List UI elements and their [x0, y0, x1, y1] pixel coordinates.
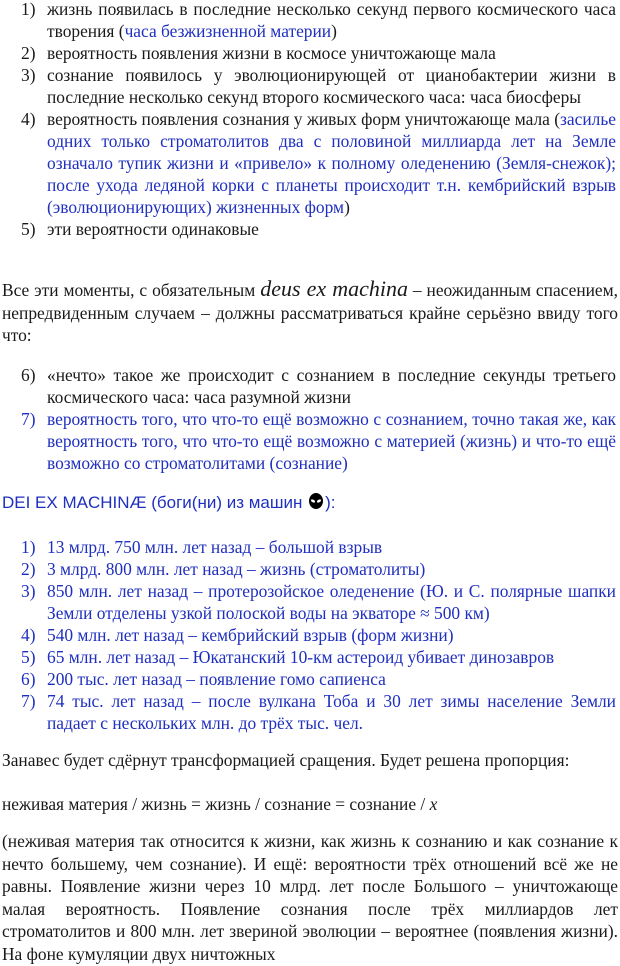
list-item-text: 65 млн. лет назад – Юкатанский 10-км астероид убивает динозавров: [47, 647, 555, 667]
timeline-item: [0, 558, 618, 580]
list-number: 2): [21, 559, 36, 579]
timeline-item: [0, 624, 618, 646]
list-number: 3): [21, 65, 36, 85]
list-item-text: часа безжизненной материи: [124, 21, 332, 41]
list-number: 2): [21, 43, 36, 63]
proportion-formula: [0, 793, 620, 815]
timeline-item: [0, 646, 618, 668]
paragraph-deus-after: – неожиданным спасением, непредвиденным случаем – должны рассматриваться крайне серьёзно ввиду того что:: [2, 280, 619, 345]
list-number: 6): [21, 669, 36, 689]
list-item-text: вероятность того, что что-то ещё возможно с сознанием, точно такая же, как вероятность того, что что-то ещё возможно с материей (жизнь) и что-то ещё возможно со строматолитами (сознание): [47, 409, 616, 473]
paragraph-curtain: Занавес будет сдёрнут трансформацией сращения. Будет решена пропорция:: [2, 750, 570, 770]
list-b-item: [0, 408, 618, 474]
list-a-item: [0, 0, 618, 42]
heading-after: ):: [325, 493, 336, 512]
numbered-list-b: [0, 364, 618, 474]
list-number: 1): [21, 0, 36, 19]
list-item-text: эти вероятности одинаковые: [47, 219, 259, 239]
list-item-text: 3 млрд. 800 млн. лет назад – жизнь (строматолиты): [47, 559, 426, 579]
list-a-item: [0, 42, 618, 64]
list-number: 7): [21, 691, 36, 711]
list-item-text: 540 млн. лет назад – кембрийский взрыв (форм жизни): [47, 625, 454, 645]
list-b-item: [0, 364, 618, 408]
formula-variable: x: [429, 794, 438, 814]
paragraph-deus-ex-machina: [0, 278, 620, 347]
list-number: 4): [21, 625, 36, 645]
list-number: 7): [21, 409, 36, 429]
list-item-text: вероятность появления сознания у живых форм уничтожающе мала (: [47, 109, 561, 129]
list-item-text: 850 млн. лет назад – протерозойское оледенение (Ю. и С. полярные шапки Земли отделены узкой полоской воды на экваторе ≈ 500 км): [47, 581, 616, 623]
list-item-text: 74 тыс. лет назад – после вулкана Тоба и 30 лет зимы население Земли падает с нескольких млн. до трёх тыс. чел.: [47, 691, 616, 733]
list-number: 3): [21, 581, 36, 601]
timeline-item: [0, 536, 618, 558]
paragraph-deus-before: Все эти моменты, с обязательным: [2, 280, 261, 300]
list-item-text: вероятность появления жизни в космосе уничтожающе мала: [47, 43, 496, 63]
list-item-text: «нечто» такое же происходит с сознанием в последние секунды третьего космического часа: часа разумной жизни: [47, 365, 616, 407]
list-number: 5): [21, 219, 36, 239]
heading-text: DEI EX MACHINÆ (боги(ни) из машин: [2, 493, 308, 512]
list-item-text: засилье одних только строматолитов два с половиной миллиарда лет на Земле означало тупик жизни и «привело» к полному оледенению (Земля-снежок); после ухода ледяной корки с планеты происходит т.н. кембрийский взрыв (эволюционирующих) жизненных форм: [47, 109, 616, 217]
list-item-text: ): [331, 21, 337, 41]
list-item-text: 200 тыс. лет назад – появление гомо сапиенса: [47, 669, 386, 689]
dei-ex-machinae-heading: [0, 492, 618, 517]
paragraph-probabilities: (неживая материя так относится к жизни, как жизнь к сознанию и как сознание к нечто большему, чем сознание). И ещё: вероятности трёх отношений всё же не равны. Появление жизни через 10 млрд. лет после Большого – уничтожающе малая вероятность. Появление сознания после трёх миллиардов лет строматолитов и 800 млн. лет звериной эволюции – вероятнее (появления жизни). На фоне кумуляции двух ничтожных: [2, 831, 618, 964]
numbered-list-a: [0, 0, 618, 240]
alien-head-icon: [307, 493, 325, 517]
formula-text: неживая материя / жизнь = жизнь / сознание = сознание /: [2, 794, 430, 814]
timeline-list: [0, 536, 618, 734]
list-a-item: [0, 108, 618, 218]
list-item-text: ): [344, 197, 350, 217]
timeline-item: [0, 690, 618, 734]
list-number: 5): [21, 647, 36, 667]
timeline-item: [0, 580, 618, 624]
list-a-item: [0, 218, 618, 240]
list-item-text: 13 млрд. 750 млн. лет назад – большой взрыв: [47, 537, 383, 557]
list-number: 6): [21, 365, 36, 385]
timeline-item: [0, 668, 618, 690]
list-item-text: сознание появилось у эволюционирующей от цианобактерии жизни в последние несколько секунд второго космического часа: часа биосферы: [47, 65, 616, 107]
list-number: 1): [21, 537, 36, 557]
deus-ex-machina-italic: deus ex machina: [260, 276, 408, 301]
list-a-item: [0, 64, 618, 108]
list-item-text: жизнь появилась в последние несколько секунд первого космического часа творения (: [47, 0, 616, 41]
list-number: 4): [21, 109, 36, 129]
